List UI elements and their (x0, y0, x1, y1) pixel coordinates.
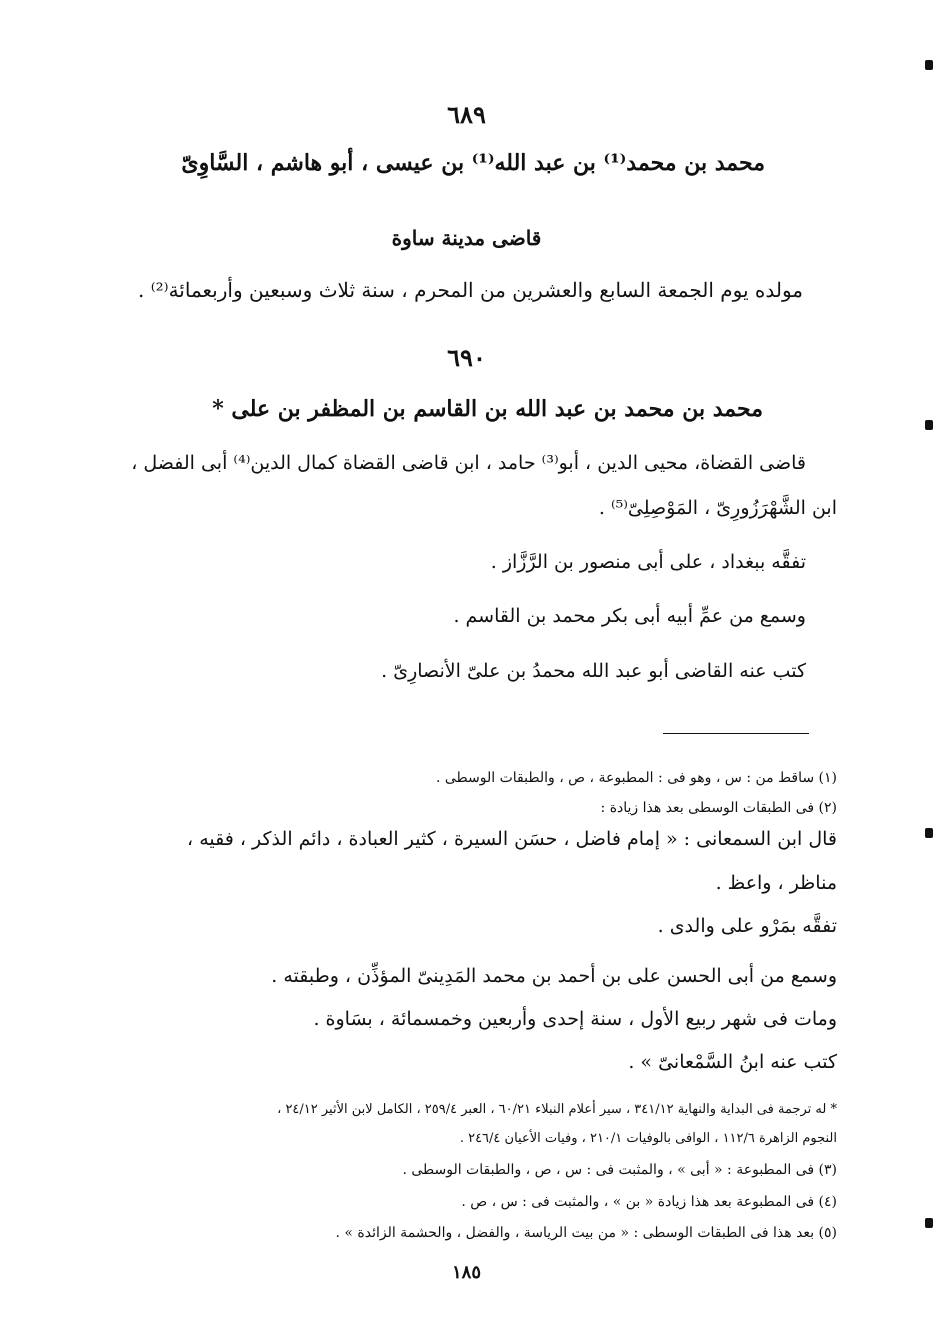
entry-number: ٦٨٩ (447, 100, 486, 129)
entry-name: محمد بن محمد⁽¹⁾ بن عبد الله⁽¹⁾ بن عيسى ، أبو هاشم ، السَّاوِىّ (181, 150, 765, 176)
entry-text: قاضى القضاة، محيى الدين ، أبو⁽³⁾ حامد ، ابن قاضى القضاة كمال الدين⁽⁴⁾ أبى الفضل ، (131, 452, 806, 474)
footnote-separator (663, 733, 809, 734)
edge-mark (925, 60, 933, 70)
entry-name: محمد بن محمد بن عبد الله بن القاسم بن المظفر بن على * (212, 396, 763, 422)
entry-text: مولده يوم الجمعة السابع والعشرين من المحرم ، سنة ثلاث وسبعين وأربعمائة⁽²⁾ . (138, 278, 803, 302)
entry-text: تفقَّه ببغداد ، على أبى منصور بن الرَّزَّاز . (490, 551, 806, 573)
page-number: ١٨٥ (451, 1262, 481, 1283)
edge-mark (925, 420, 933, 430)
entry-text: كتب عنه القاضى أبو عبد الله محمدُ بن علىّ الأنصارِىّ . (381, 660, 806, 682)
footnote-quote: وسمع من أبى الحسن على بن أحمد بن محمد المَدِينىّ المؤذِّن ، وطبقته . (271, 965, 837, 987)
entry-subtitle: قاضى مدينة ساوة (391, 226, 542, 250)
footnote-quote: مناظر ، واعظ . (715, 872, 837, 894)
entry-text: وسمع من عمِّ أبيه أبى بكر محمد بن القاسم . (453, 605, 806, 627)
edge-mark (925, 1218, 933, 1228)
footnote-quote: تفقَّه بمَرْو على والدى . (657, 915, 837, 937)
entry-text: ابن الشَّهْرَزُورِىّ ، المَوْصِلِىّ⁽⁵⁾ . (598, 497, 837, 519)
footnote: النجوم الزاهرة ١١٢/٦ ، الوافى بالوفيات ٢١٠/١ ، وفيات الأعيان ٢٤٦/٤ . (459, 1131, 837, 1146)
footnote: (٣) فى المطبوعة : « أبى » ، والمثبت فى : س ، ص ، والطبقات الوسطى . (402, 1162, 837, 1178)
footnote: (١) ساقط من : س ، وهو فى : المطبوعة ، ص ، والطبقات الوسطى . (435, 770, 837, 786)
edge-mark (925, 828, 933, 838)
footnote: (٢) فى الطبقات الوسطى بعد هذا زيادة : (600, 800, 837, 816)
footnote: (٤) فى المطبوعة بعد هذا زيادة « بن » ، والمثبت فى : س ، ص . (461, 1194, 837, 1210)
footnote: * له ترجمة فى البداية والنهاية ٣٤١/١٢ ، سير أعلام النبلاء ٦٠/٢١ ، العبر ٢٥٩/٤ ، الكامل لابن الأثير ٢٤/١٢ ، (277, 1102, 837, 1117)
footnote: (٥) بعد هذا فى الطبقات الوسطى : « من بيت الرياسة ، والفضل ، والحشمة الزائدة » . (335, 1225, 837, 1241)
footnote-quote: ومات فى شهر ربيع الأول ، سنة إحدى وأربعين وخمسمائة ، بسَاوة . (313, 1008, 837, 1030)
entry-number: ٦٩٠ (447, 343, 486, 372)
footnote-quote: قال ابن السمعانى : « إمام فاضل ، حسَن السيرة ، كثير العبادة ، دائم الذكر ، فقيه ، (187, 828, 837, 850)
footnote-quote: كتب عنه ابنُ السَّمْعانىّ » . (628, 1051, 837, 1073)
